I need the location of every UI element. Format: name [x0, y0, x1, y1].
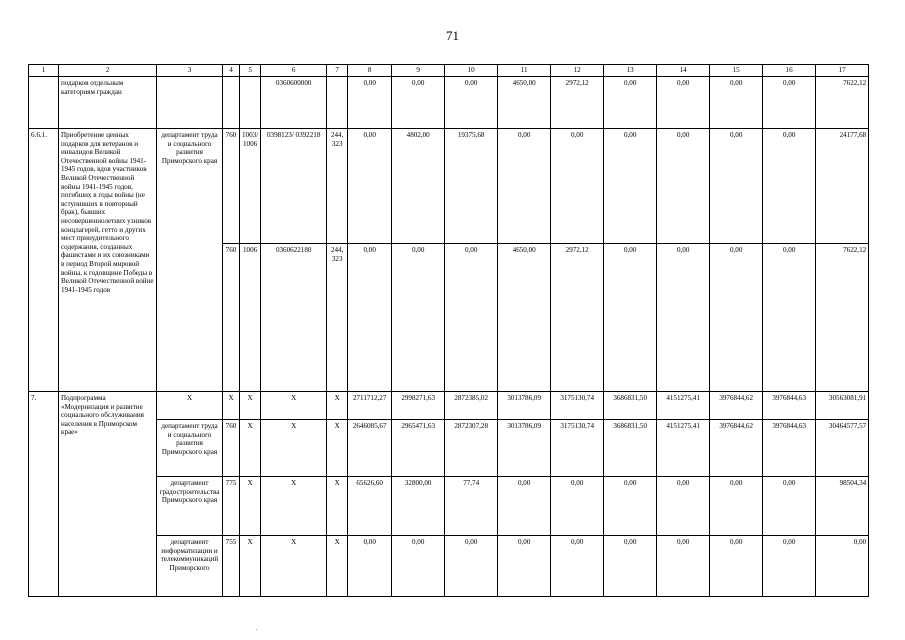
- row-name-cell: Приобретение ценных подарков для ветеранов и инвалидов Великой Отечественной войны 1941-1945 годов, вдов участников Великой Отечественной войны 1941-1945 годов, погибших в годы войны (не вступивших в повторный брак), бывших несовершеннолетних узников концлагерей, гетто и других мест принудительного содержания, созданных фашистами и их союзниками в период Второй мировой войны, к годовщине Победы в Великой Отечественной войне 1941-1945 годов: [59, 129, 157, 392]
- csr-cell: 0360600000: [261, 77, 327, 129]
- grbs-cell: 760: [223, 244, 240, 392]
- row-number-cell: [29, 77, 59, 129]
- rzpr-cell: 1003/ 1006: [240, 129, 261, 244]
- value-cell: 0,00: [710, 477, 763, 536]
- rzpr-cell: 1006: [240, 244, 261, 392]
- value-cell: 3175130,74: [551, 392, 604, 420]
- csr-cell: Х: [261, 392, 327, 420]
- value-cell: 0,00: [445, 536, 498, 597]
- value-cell: 4151275,41: [657, 392, 710, 420]
- row-number-cell: 6.6.1.: [29, 129, 59, 392]
- dept-cell: департамент градостроительства Приморского края: [157, 477, 223, 536]
- value-cell: 0,00: [816, 536, 869, 597]
- value-cell: 2972,12: [551, 77, 604, 129]
- value-cell: 2998271,63: [392, 392, 445, 420]
- value-cell: 0,00: [551, 477, 604, 536]
- value-cell: 65626,60: [348, 477, 392, 536]
- value-cell: 2711712,27: [348, 392, 392, 420]
- value-cell: 4650,00: [498, 77, 551, 129]
- column-header: 8: [348, 65, 392, 77]
- vr-cell: 244, 323: [327, 244, 348, 392]
- value-cell: 0,00: [498, 536, 551, 597]
- header-row: [29, 65, 869, 77]
- value-cell: 98504,34: [816, 477, 869, 536]
- column-header: 13: [604, 65, 657, 77]
- value-cell: 3976844,62: [710, 392, 763, 420]
- value-cell: 30464577,57: [816, 420, 869, 477]
- value-cell: 24177,68: [816, 129, 869, 244]
- value-cell: 0,00: [348, 129, 392, 244]
- value-cell: 19375,68: [445, 129, 498, 244]
- column-header: 4: [223, 65, 240, 77]
- dept-cell: Х: [157, 392, 223, 420]
- value-cell: 3976844,63: [763, 392, 816, 420]
- rzpr-cell: Х: [240, 420, 261, 477]
- value-cell: 0,00: [604, 477, 657, 536]
- column-header: 2: [59, 65, 157, 77]
- value-cell: 77,74: [445, 477, 498, 536]
- value-cell: 0,00: [498, 477, 551, 536]
- csr-cell: Х: [261, 420, 327, 477]
- value-cell: 0,00: [657, 477, 710, 536]
- dept-cell: департамент труда и социального развития Приморского края: [157, 129, 223, 392]
- value-cell: 0,00: [604, 536, 657, 597]
- value-cell: 0,00: [392, 244, 445, 392]
- value-cell: 0,00: [710, 129, 763, 244]
- value-cell: 4802,00: [392, 129, 445, 244]
- row-name-cell: Подпрограмма «Модернизация и развитие социального обслуживания населения в Приморском крае»: [59, 392, 157, 597]
- value-cell: 2965471,63: [392, 420, 445, 477]
- value-cell: 0,00: [348, 244, 392, 392]
- value-cell: 0,00: [604, 77, 657, 129]
- value-cell: 0,00: [348, 77, 392, 129]
- row-name-cell: подарков отдельным категориям граждан: [59, 77, 157, 129]
- dept-cell: департамент труда и социального развития Приморского края: [157, 420, 223, 477]
- value-cell: 0,00: [763, 77, 816, 129]
- scan-mark: .: [256, 626, 258, 632]
- csr-cell: 0398123/ 0392218: [261, 129, 327, 244]
- value-cell: 0,00: [657, 244, 710, 392]
- value-cell: 4650,00: [498, 244, 551, 392]
- table-row: [29, 129, 869, 244]
- value-cell: 3976844,62: [710, 420, 763, 477]
- column-header: 1: [29, 65, 59, 77]
- grbs-cell: [223, 77, 240, 129]
- value-cell: 3175130,74: [551, 420, 604, 477]
- dept-cell: департамент информатизации и телекоммуникаций Приморского: [157, 536, 223, 597]
- value-cell: 32800,00: [392, 477, 445, 536]
- column-header: 10: [445, 65, 498, 77]
- column-header: 3: [157, 65, 223, 77]
- value-cell: 2972,12: [551, 244, 604, 392]
- value-cell: 0,00: [498, 129, 551, 244]
- column-header: 14: [657, 65, 710, 77]
- column-header: 12: [551, 65, 604, 77]
- rzpr-cell: [240, 77, 261, 129]
- value-cell: 30563081,91: [816, 392, 869, 420]
- vr-cell: 244, 323: [327, 129, 348, 244]
- rzpr-cell: Х: [240, 536, 261, 597]
- value-cell: 0,00: [657, 129, 710, 244]
- value-cell: 0,00: [657, 77, 710, 129]
- page-number: 71: [446, 28, 459, 43]
- grbs-cell: 775: [223, 477, 240, 536]
- value-cell: 0,00: [604, 129, 657, 244]
- value-cell: 0,00: [763, 244, 816, 392]
- value-cell: 2872385,02: [445, 392, 498, 420]
- value-cell: 0,00: [445, 244, 498, 392]
- column-header: 9: [392, 65, 445, 77]
- value-cell: 0,00: [445, 77, 498, 129]
- rzpr-cell: Х: [240, 392, 261, 420]
- grbs-cell: 760: [223, 420, 240, 477]
- value-cell: 7622,12: [816, 244, 869, 392]
- value-cell: 0,00: [710, 536, 763, 597]
- grbs-cell: 760: [223, 129, 240, 244]
- csr-cell: Х: [261, 536, 327, 597]
- value-cell: 0,00: [392, 77, 445, 129]
- vr-cell: Х: [327, 536, 348, 597]
- value-cell: 4151275,41: [657, 420, 710, 477]
- value-cell: 3686831,50: [604, 392, 657, 420]
- value-cell: 3013786,09: [498, 392, 551, 420]
- column-header: 7: [327, 65, 348, 77]
- vr-cell: [327, 77, 348, 129]
- column-header: 16: [763, 65, 816, 77]
- value-cell: 3686831,50: [604, 420, 657, 477]
- value-cell: 3013786,09: [498, 420, 551, 477]
- value-cell: 0,00: [551, 536, 604, 597]
- grbs-cell: 755: [223, 536, 240, 597]
- value-cell: 0,00: [604, 244, 657, 392]
- value-cell: 0,00: [763, 129, 816, 244]
- value-cell: 0,00: [710, 77, 763, 129]
- row-number-cell: 7.: [29, 392, 59, 597]
- column-header: 17: [816, 65, 869, 77]
- csr-cell: 0360622180: [261, 244, 327, 392]
- value-cell: 0,00: [348, 536, 392, 597]
- dept-cell: [157, 77, 223, 129]
- column-header: 15: [710, 65, 763, 77]
- value-cell: 0,00: [551, 129, 604, 244]
- rzpr-cell: Х: [240, 477, 261, 536]
- table-row: [29, 77, 869, 129]
- value-cell: 0,00: [763, 536, 816, 597]
- vr-cell: Х: [327, 477, 348, 536]
- value-cell: 0,00: [763, 477, 816, 536]
- grbs-cell: Х: [223, 392, 240, 420]
- value-cell: 2646085,67: [348, 420, 392, 477]
- csr-cell: Х: [261, 477, 327, 536]
- vr-cell: Х: [327, 420, 348, 477]
- value-cell: 2872307,28: [445, 420, 498, 477]
- value-cell: 3976844,63: [763, 420, 816, 477]
- value-cell: 0,00: [657, 536, 710, 597]
- value-cell: 0,00: [392, 536, 445, 597]
- budget-table: [28, 64, 869, 597]
- value-cell: 0,00: [710, 244, 763, 392]
- table-row: [29, 392, 869, 420]
- column-header: 5: [240, 65, 261, 77]
- vr-cell: Х: [327, 392, 348, 420]
- column-header: 6: [261, 65, 327, 77]
- value-cell: 7622,12: [816, 77, 869, 129]
- column-header: 11: [498, 65, 551, 77]
